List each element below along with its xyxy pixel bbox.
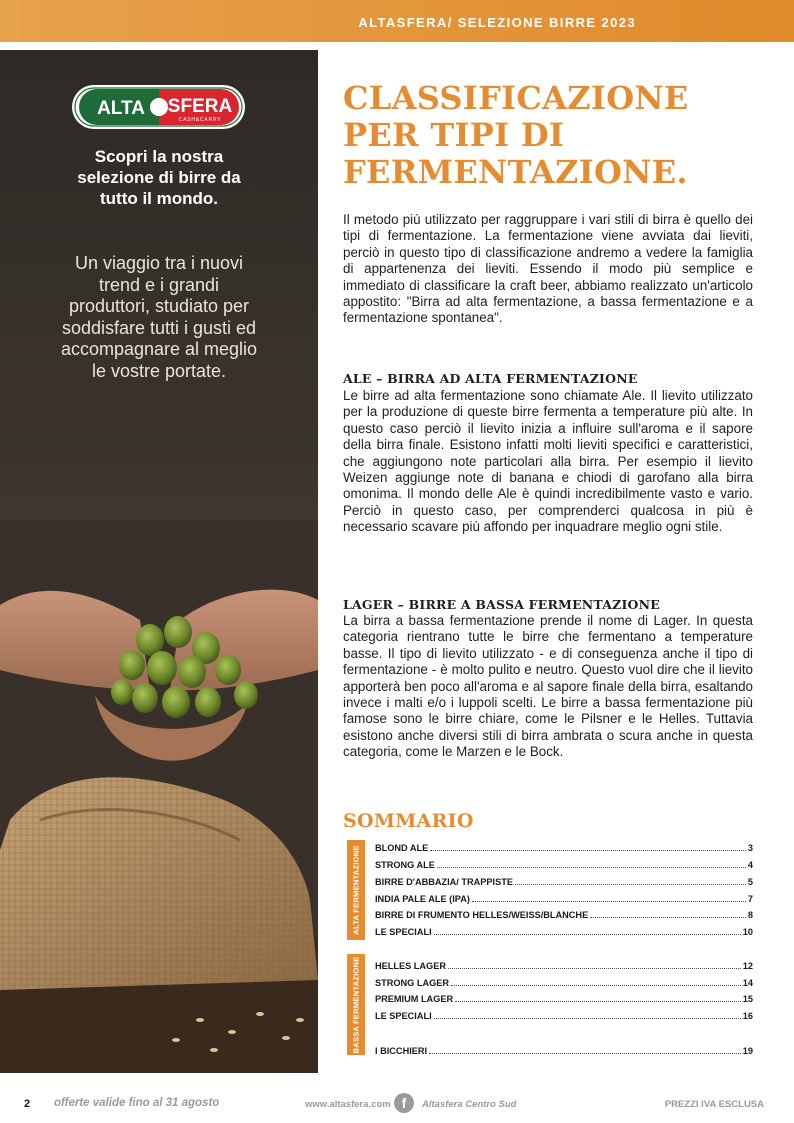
toc-page: 5 xyxy=(747,877,753,887)
toc-entry[interactable] xyxy=(375,892,753,904)
toc-page: 16 xyxy=(742,1011,753,1021)
left-panel xyxy=(0,50,318,1073)
alta-fermentazione-bar xyxy=(347,840,365,940)
header-title: ALTASFERA/ SELEZIONE BIRRE 2023 xyxy=(358,15,636,30)
toc-label: BLOND ALE xyxy=(375,843,429,853)
toc-label: I BICCHIERI xyxy=(375,1046,428,1056)
toc-page: 3 xyxy=(747,843,753,853)
toc-entry[interactable] xyxy=(375,976,753,988)
bassa-fermentazione-label: BASSA FERMENTAZIONE xyxy=(351,955,361,1054)
bassa-fermentazione-bar xyxy=(347,954,365,1055)
main-title: CLASSIFICAZIONE PER TIPI DI FERMENTAZIONE. xyxy=(343,79,689,191)
lager-heading: LAGER – BIRRE A BASSA FERMENTAZIONE xyxy=(343,597,660,612)
toc-entry[interactable] xyxy=(375,1044,753,1056)
page-number: 2 xyxy=(24,1098,31,1110)
offerte-text: offerte valide fino al 31 agosto xyxy=(54,1097,220,1109)
logo-word-alta: ALTA xyxy=(97,98,145,119)
toc-label: BIRRE DI FRUMENTO HELLES/WEISS/BLANCHE xyxy=(375,910,589,920)
toc-page: 10 xyxy=(742,927,753,937)
toc-label: STRONG LAGER xyxy=(375,978,450,988)
toc-leader xyxy=(451,984,741,986)
toc-leader xyxy=(429,1052,741,1054)
intro-text: Un viaggio tra i nuovi trend e i grandi produttori, studiato per soddisfare tutti i gusti ed accompagnare al meglio le vostre portate. xyxy=(60,253,258,381)
toc-label: HELLES LAGER xyxy=(375,961,446,971)
facebook-icon[interactable]: f xyxy=(394,1093,414,1113)
toc-page: 8 xyxy=(747,910,753,920)
toc-entry[interactable] xyxy=(375,992,753,1004)
hops-photo xyxy=(0,520,318,1073)
toc-entry[interactable] xyxy=(375,858,753,870)
toc-leader xyxy=(448,967,741,969)
toc-page: 14 xyxy=(742,978,753,988)
toc-label: BIRRE D'ABBAZIA/ TRAPPISTE xyxy=(375,877,513,887)
toc-page: 19 xyxy=(742,1046,753,1056)
ale-heading: ALE – BIRRA AD ALTA FERMENTAZIONE xyxy=(343,371,638,386)
toc-leader xyxy=(515,883,746,885)
lager-paragraph: La birra a bassa fermentazione prende il nome di Lager. In questa categoria rientrano tutte le birre che fermentano a temperature basse. Il tipo di lievito utilizzato - e di conseguenza anche il tipo di fermentazione - è molto pulito e neutro. Questo vuol dire che il lievito apporterà ben poco all'aroma e al sapore finale della birra, esaltando invece i malti e/o i luppoli scelti. Le birre a bassa fermentazione più famose sono le birre chiare, come le Pilsner e le Helles. Tuttavia esistono anche diversi stili di birra ambrata o scura anche in questa categoria, come le Marzen e le Bock. xyxy=(343,613,753,760)
logo-tagline: CASH&CARRY xyxy=(178,117,222,123)
toc-page: 4 xyxy=(747,860,753,870)
toc-label: LE SPECIALI xyxy=(375,927,432,937)
toc-leader xyxy=(430,849,746,851)
intro-paragraph: Il metodo più utilizzato per raggruppare i vari stili di birra è quello dei tipi di fermentazione. La fermentazione viene avviata dai lieviti, perciò in questo tipo di classificazione andremo a vedere la famiglia di appartenenza dei lieviti. Essendo il modo più semplice e immediato di classificare la craft beer, abbiamo realizzato un'articolo appostito: "Birra ad alta fermentazione, a bassa fermentazione e a fermentazione spontanea". xyxy=(343,212,753,326)
toc-label: STRONG ALE xyxy=(375,860,435,870)
toc-leader xyxy=(434,1017,741,1019)
toc-leader xyxy=(437,866,746,868)
toc-entry[interactable] xyxy=(375,908,753,920)
prezzi-iva-text: PREZZI IVA ESCLUSA xyxy=(664,1099,764,1110)
toc-entry[interactable] xyxy=(375,841,753,853)
toc-entry[interactable] xyxy=(375,1009,753,1021)
intro-title: Scopri la nostra selezione di birre da tutto il mondo. xyxy=(77,147,241,208)
ale-paragraph: Le birre ad alta fermentazione sono chiamate Ale. Il lievito utilizzato per la produzione di queste birre fermenta a temperature più alte. In questo caso perciò il lievito inizia a influire sull'aroma e il sapore della birra finale. Esistono infatti molti lieviti specifici e caratteristici, che aggiungono note particolari alla birra. Per esempio il lievito Weizen aggiunge note di banana e chiodi di garofano alla birra omonima. Il mondo delle Ale è quindi incredibilmente vasto e vario. Perciò in questo caso, per comprenderci qualcosa in più è necessario scavare più affondo per inquadrare meglio ogni stile. xyxy=(343,388,753,535)
social-handle[interactable]: Altasfera Centro Sud xyxy=(422,1099,517,1110)
toc-entry[interactable] xyxy=(375,959,753,971)
toc-leader xyxy=(472,900,746,902)
toc-label: INDIA PALE ALE (IPA) xyxy=(375,894,470,904)
toc-leader xyxy=(590,916,746,918)
website-link[interactable]: www.altasfera.com xyxy=(305,1099,391,1110)
toc-page: 12 xyxy=(742,961,753,971)
altasfera-logo xyxy=(71,84,246,130)
toc-label: PREMIUM LAGER xyxy=(375,994,454,1004)
toc-label: LE SPECIALI xyxy=(375,1011,432,1021)
toc-entry[interactable] xyxy=(375,925,753,937)
alta-fermentazione-label: ALTA FERMENTAZIONE xyxy=(351,845,361,935)
toc-leader xyxy=(455,1000,741,1002)
toc-page: 15 xyxy=(742,994,753,1004)
toc-page: 7 xyxy=(747,894,753,904)
sommario-title: SOMMARIO xyxy=(343,810,474,832)
toc-entry[interactable] xyxy=(375,875,753,887)
logo-word-sfera: SFERA xyxy=(167,96,233,117)
header-bar xyxy=(0,0,794,42)
toc-leader xyxy=(434,933,741,935)
footer xyxy=(0,1090,794,1120)
